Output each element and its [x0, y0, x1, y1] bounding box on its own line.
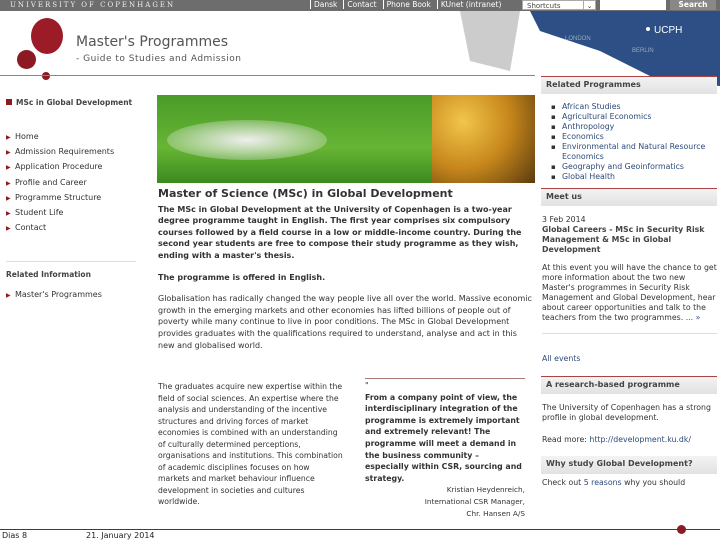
nav-divider — [6, 261, 136, 262]
nav-item-contact[interactable] — [6, 223, 46, 232]
link-geography[interactable]: ▪ Geography and Geoinformatics — [551, 162, 717, 172]
site-title: Master's Programmes — [76, 34, 229, 50]
arrow-right-icon: ▶ — [6, 210, 11, 217]
related-programmes-heading: Related Programmes — [541, 76, 717, 94]
nav-item-student-life[interactable] — [6, 208, 63, 217]
footer-line — [0, 529, 720, 530]
left-nav — [6, 98, 133, 299]
development-link[interactable]: http://development.ku.dk/ — [589, 435, 691, 444]
link-dansk[interactable]: Dansk — [310, 0, 337, 9]
nav-item-label: Home — [15, 132, 39, 141]
arrow-right-icon: ▶ — [6, 164, 11, 171]
map-label-ucph: UCPH — [654, 25, 683, 36]
event-title[interactable]: Global Careers - MSc in Security Risk Management & MSc in Global Development — [542, 225, 705, 254]
english-note: The programme is offered in English. — [158, 272, 326, 282]
research-heading: A research-based programme — [541, 376, 717, 394]
arrow-right-icon: ▶ — [6, 180, 11, 187]
decorative-dot — [42, 72, 50, 80]
map-label-london: LONDON — [565, 36, 591, 42]
link-contact[interactable]: Contact — [343, 0, 376, 9]
quote-mark: " — [365, 381, 369, 390]
nav-item-label: Master's Programmes — [15, 290, 102, 299]
link-african-studies[interactable]: ▪ African Studies — [551, 102, 717, 112]
decorative-dot — [17, 50, 36, 69]
nav-item-structure[interactable] — [6, 193, 101, 202]
university-name: UNIVERSITY OF COPENHAGEN — [10, 1, 176, 9]
graduates-paragraph: The graduates acquire new expertise within the field of social sciences. An expertise where the analysis and understanding of the incentive structures and driving forces of market economies is combined with an understanding of culturally determined perceptions, organisations and institutions. This combination of academic disciplines focuses on how markets and market behaviour influence development in societies and cultures worldwide. — [158, 382, 343, 506]
nav-item-home[interactable] — [6, 132, 39, 141]
main-content — [158, 188, 533, 361]
link-global-health[interactable]: ▪ Global Health — [551, 172, 717, 182]
header-divider — [0, 75, 535, 76]
arrow-right-icon: ▶ — [6, 225, 11, 232]
why-text-post: why you should — [624, 478, 686, 487]
link-phone-book[interactable]: Phone Book — [383, 0, 431, 9]
chevron-down-icon: ⌄ — [583, 1, 595, 10]
arrow-right-icon: ▶ — [6, 292, 11, 299]
testimonial-quote — [365, 378, 525, 519]
nav-item-label: Contact — [15, 223, 47, 232]
top-links — [310, 0, 507, 10]
nav-item-application[interactable] — [6, 162, 102, 171]
quote-text: From a company point of view, the interdisciplinary integration of the programme is extremely important and extremely relevant! The programme will meet a demand in the business community – especially within CSR, sourcing and strategy. — [365, 392, 522, 483]
nav-title-label: MSc in Global Development — [16, 98, 133, 107]
read-more-label: Read more: — [542, 435, 587, 444]
site-subtitle: - Guide to Studies and Admission — [76, 54, 242, 64]
university-seal-logo[interactable] — [31, 18, 63, 54]
event — [541, 206, 717, 364]
arrow-right-icon: ▶ — [6, 134, 11, 141]
body-paragraph: Globalisation has radically changed the way people live all over the world. Massive economic growth in the emerging markets and other economies has lifted billions of people out of poverty while many continue to live in poor conditions. The MSc in Global Development provides graduates with the qualifications required to understand, analyse and act in this new and globalised world. — [158, 294, 532, 350]
nav-title[interactable] — [6, 98, 132, 107]
shortcuts-select[interactable] — [522, 0, 596, 10]
slide-number: Dias 8 — [2, 531, 28, 540]
hero-image — [157, 95, 535, 183]
why-text — [541, 474, 717, 488]
link-economics[interactable]: ▪ Economics — [551, 132, 717, 142]
link-environmental-economics[interactable]: ▪ Environmental and Natural Resource Economics — [551, 142, 717, 162]
nav-item-label: Admission Requirements — [15, 147, 115, 156]
slide-date: 21. January 2014 — [86, 531, 155, 540]
quote-company: Chr. Hansen A/S — [466, 508, 525, 518]
event-text — [542, 263, 717, 323]
nav-item-masters[interactable] — [6, 290, 102, 299]
link-anthropology[interactable]: ▪ Anthropology — [551, 122, 717, 132]
divider — [542, 333, 717, 334]
link-agricultural-economics[interactable]: ▪ Agricultural Economics — [551, 112, 717, 122]
square-icon — [6, 99, 12, 105]
related-programmes-list — [541, 94, 717, 188]
map-label-berlin: BERLIN — [632, 48, 654, 54]
why-text-pre: Check out — [542, 478, 582, 487]
meet-us-heading: Meet us — [541, 188, 717, 206]
why-study-heading: Why study Global Development? — [541, 456, 717, 474]
research-section — [541, 394, 717, 445]
nav-item-label: Programme Structure — [15, 193, 102, 202]
quote-name: Kristian Heydenreich, — [446, 485, 525, 495]
shortcuts-label: Shortcuts — [527, 2, 561, 10]
search-input[interactable] — [600, 0, 666, 10]
arrow-right-icon: ▶ — [6, 195, 11, 202]
event-date: 3 Feb 2014 — [542, 215, 586, 224]
nav-item-label: Application Procedure — [15, 162, 103, 171]
nav-item-label: Profile and Career — [15, 178, 87, 187]
all-events-link[interactable]: All events — [542, 354, 581, 363]
related-info-heading: Related Information — [6, 270, 91, 279]
quote-role: International CSR Manager, — [424, 496, 525, 506]
link-kunet[interactable]: KUnet (intranet) — [437, 0, 502, 9]
nav-item-profile[interactable] — [6, 178, 87, 187]
arrow-right-icon: ▶ — [6, 149, 11, 156]
search-button[interactable]: Search — [670, 0, 716, 10]
right-sidebar — [541, 76, 717, 488]
nav-item-admission[interactable] — [6, 147, 114, 156]
five-reasons-link[interactable]: 5 reasons — [583, 478, 622, 487]
event-more-link[interactable]: ... » — [685, 313, 701, 322]
footer-dot — [677, 525, 686, 534]
top-bar — [0, 0, 720, 11]
event-description: At this event you will have the chance to get more information about the two new Master's programmes in Security Risk Management and Global Development, hear about career opportunities and talk to the teachers from the two programmes. — [542, 263, 717, 322]
research-text: The University of Copenhagen has a strong profile in global development. — [542, 403, 711, 422]
intro-text: The MSc in Global Development at the University of Copenhagen is a two-year degree programme taught in English. The first year comprises six compulsory courses followed by a field course in a low or middle-income country. During the second year students are free to compose their study programme as they wish, ending with a master's thesis. — [158, 204, 522, 260]
nav-item-label: Student Life — [15, 208, 64, 217]
page-title: Master of Science (MSc) in Global Development — [158, 187, 453, 200]
